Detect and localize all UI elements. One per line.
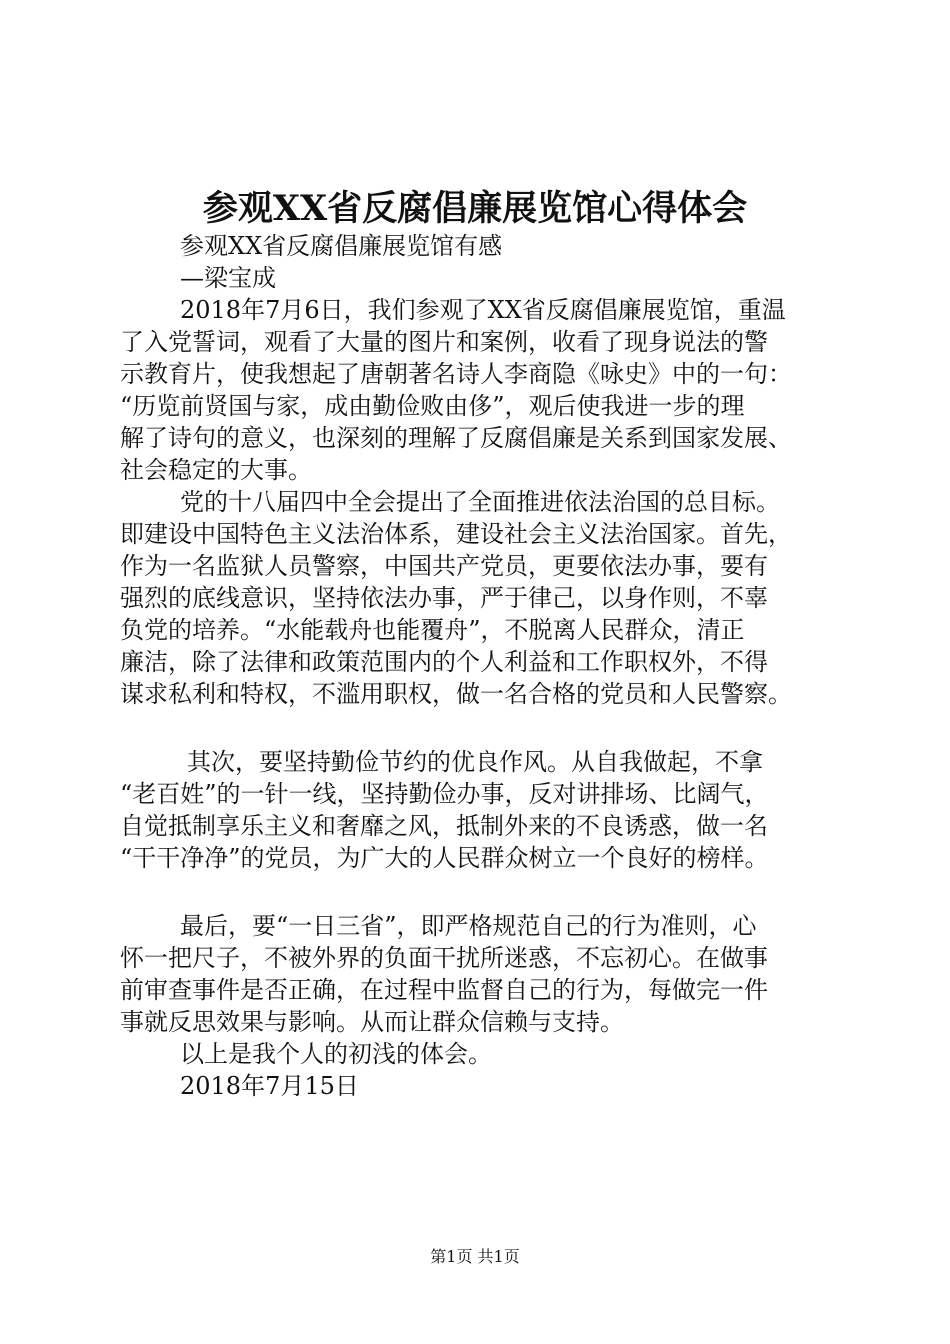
paragraph3-line: “老百姓”的一针一线，坚持勤俭办事，反对讲排场、比阔气， xyxy=(120,780,769,808)
paragraph4-line: 事就反思效果与影响。从而让群众信赖与支持。 xyxy=(120,1008,624,1036)
paragraph4-line: 前审查事件是否正确，在过程中监督自己的行为，每做完一件 xyxy=(120,976,768,1004)
paragraph1-line: 示教育片，使我想起了唐朝著名诗人李商隐《咏史》中的一句： xyxy=(120,360,792,388)
paragraph1-line: 社会稳定的大事。 xyxy=(120,456,312,484)
paragraph2-line: 谋求私利和特权，不滥用职权，做一名合格的党员和人民警察。 xyxy=(120,680,792,708)
paragraph1-line: 了入党誓词，观看了大量的图片和案例，收看了现身说法的警 xyxy=(120,328,768,356)
paragraph3-line: 其次，要坚持勤俭节约的优良作风。从自我做起，不拿 xyxy=(187,748,763,776)
paragraph2-line: 即建设中国特色主义法治体系，建设社会主义法治国家。首先， xyxy=(120,520,792,548)
document-title: 参观XX省反腐倡廉展览馆心得体会 xyxy=(202,188,748,229)
paragraph-spacer xyxy=(120,874,840,910)
paragraph1-line: 解了诗句的意义，也深刻的理解了反腐倡廉是关系到国家发展、 xyxy=(120,424,792,452)
paragraph-spacer xyxy=(120,710,840,746)
paragraph1-line: 2018年7月6日，我们参观了XX省反腐倡廉展览馆，重温 xyxy=(180,296,786,324)
date-line: 2018年7月15日 xyxy=(180,1072,359,1100)
paragraph1-line: “历览前贤国与家，成由勤俭败由侈”，观后使我进一步的理 xyxy=(120,392,745,420)
paragraph2-line: 作为一名监狱人员警察，中国共产党员，更要依法办事，要有 xyxy=(120,552,768,580)
author-line: —梁宝成 xyxy=(180,264,276,292)
paragraph2-line: 负党的培养。“水能载舟也能覆舟”，不脱离人民群众，清正 xyxy=(120,616,745,644)
document-body xyxy=(120,230,840,1102)
paragraph2-line: 廉洁，除了法律和政策范围内的个人利益和工作职权外，不得 xyxy=(120,648,768,676)
paragraph4-line: 怀一把尺子，不被外界的负面干扰所迷惑，不忘初心。在做事 xyxy=(120,944,768,972)
page-number-footer: 第1页 共1页 xyxy=(430,1247,520,1266)
closing-line: 以上是我个人的初浅的体会。 xyxy=(180,1040,492,1068)
subtitle-line: 参观XX省反腐倡廉展览馆有感 xyxy=(180,232,503,260)
paragraph4-line: 最后，要“一日三省”，即严格规范自己的行为准则，心 xyxy=(180,912,757,940)
paragraph3-line: “干干净净”的党员，为广大的人民群众树立一个良好的榜样。 xyxy=(120,844,769,872)
paragraph2-line: 强烈的底线意识，坚持依法办事，严于律己，以身作则，不辜 xyxy=(120,584,768,612)
paragraph3-line: 自觉抵制享乐主义和奢靡之风，抵制外来的不良诱惑，做一名 xyxy=(120,812,768,840)
paragraph2-line: 党的十八届四中全会提出了全面推进依法治国的总目标。 xyxy=(180,488,780,516)
